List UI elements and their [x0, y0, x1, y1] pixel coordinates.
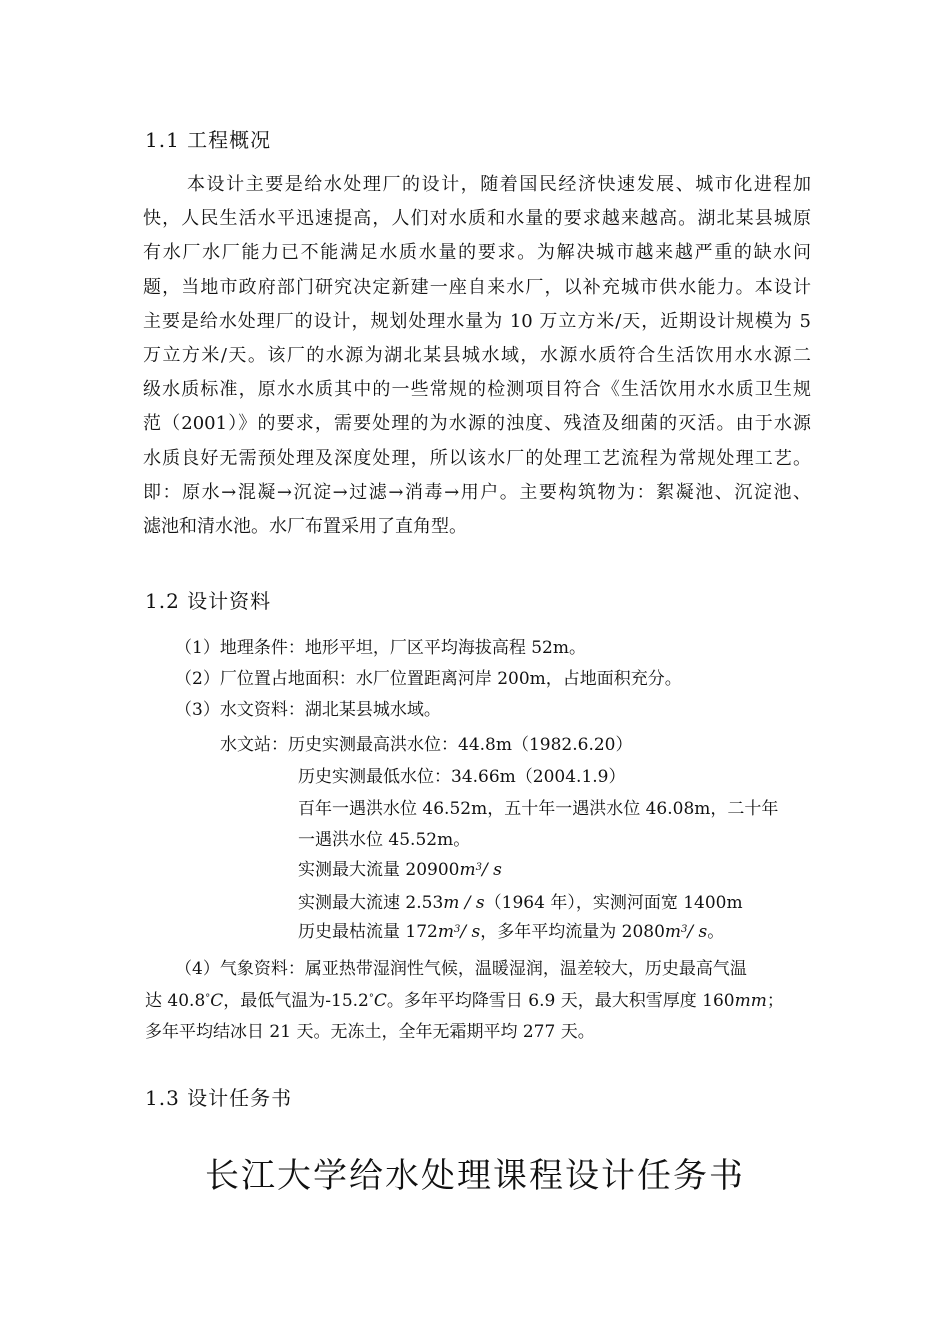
task-book-title: 长江大学给水处理课程设计任务书 [205, 1156, 745, 1196]
unit-flow: $m^3/$ s [459, 860, 502, 880]
item-geography: （1）地理条件：地形平坦，厂区平均海拔高程 52m。 [175, 638, 586, 658]
para-line: 范（2001）》的要求，需要处理的为水源的浊度、残渣及细菌的灭活。由于水源 [143, 413, 811, 435]
para-line: 万立方米/天。该厂的水源为湖北某县城水域，水源水质符合生活饮用水水源二 [143, 344, 811, 366]
unit-flow: $m^3/$ s [437, 922, 481, 942]
overview-paragraph [143, 168, 811, 544]
hydro-max-flow: 实测最大流量 $20900m^3/$ s [298, 860, 502, 880]
hydro-flood-return-levels-cont: 一遇洪水位 45.52m。 [298, 830, 471, 850]
unit-flow: $m^3/$ s [664, 922, 708, 942]
para-line: 主要是给水处理厂的设计，规划处理水量为 10 万立方米/天，近期设计规模为 5 [143, 310, 811, 332]
section-heading-design-data: 1.2 设计资料 [145, 589, 272, 613]
unit-velocity: m / s [443, 893, 485, 913]
section-heading-overview: 1.1 工程概况 [145, 128, 272, 152]
hydro-lowest-level: 历史实测最低水位：34.66m（2004.1.9） [298, 767, 626, 787]
hydro-flood-return-levels: 百年一遇洪水位 46.52m，五十年一遇洪水位 46.08m，二十年 [298, 799, 779, 819]
para-line: 即：原水→混凝→沉淀→过滤→消毒→用户。主要构筑物为：絮凝池、沉淀池、 [143, 481, 811, 503]
item-hydrology: （3）水文资料：湖北某县城水域。 [175, 700, 441, 720]
para-line: 有水厂水厂能力已不能满足水质水量的要求。为解决城市越来越严重的缺水问 [143, 242, 811, 264]
para-line: 级水质标准，原水水质其中的一些常规的检测项目符合《生活饮用水水质卫生规 [143, 379, 811, 401]
meteorology-temperatures: 达 40.8°C，最低气温为-15.2°C。多年平均降雪日 6.9 天，最大积雪厚度 160mm； [145, 991, 784, 1011]
para-line: 题，当地市政府部门研究决定新建一座自来水厂，以补充城市供水能力。本设计 [143, 276, 811, 298]
item-plant-location: （2）厂位置占地面积：水厂位置距离河岸 200m，占地面积充分。 [175, 669, 682, 689]
para-line: 本设计主要是给水处理厂的设计，随着国民经济快速发展、城市化进程加 [187, 174, 811, 195]
hydro-min-and-mean-flow: 历史最枯流量 $172m^3/$ s，多年平均流量为 $2080m^3/$ s。 [298, 922, 725, 942]
para-line: 滤池和清水池。水厂布置采用了直角型。 [143, 515, 467, 537]
section-heading-task-book: 1.3 设计任务书 [145, 1086, 293, 1110]
meteorology-frost: 多年平均结冰日 21 天。无冻土，全年无霜期平均 277 天。 [145, 1022, 595, 1042]
para-line: 快，人民生活水平迅速提高，人们对水质和水量的要求越来越高。湖北某县城原 [143, 208, 811, 230]
hydro-max-velocity: 实测最大流速 2.53m / s（1964 年），实测河面宽 1400m [298, 893, 743, 913]
item-meteorology: （4）气象资料：属亚热带湿润性气候，温暖湿润，温差较大，历史最高气温 [175, 959, 747, 979]
para-line: 水质良好无需预处理及深度处理，所以该水厂的处理工艺流程为常规处理工艺。 [143, 447, 811, 469]
hydro-station-highest-flood: 水文站：历史实测最高洪水位：44.8m（1982.6.20） [220, 735, 633, 755]
